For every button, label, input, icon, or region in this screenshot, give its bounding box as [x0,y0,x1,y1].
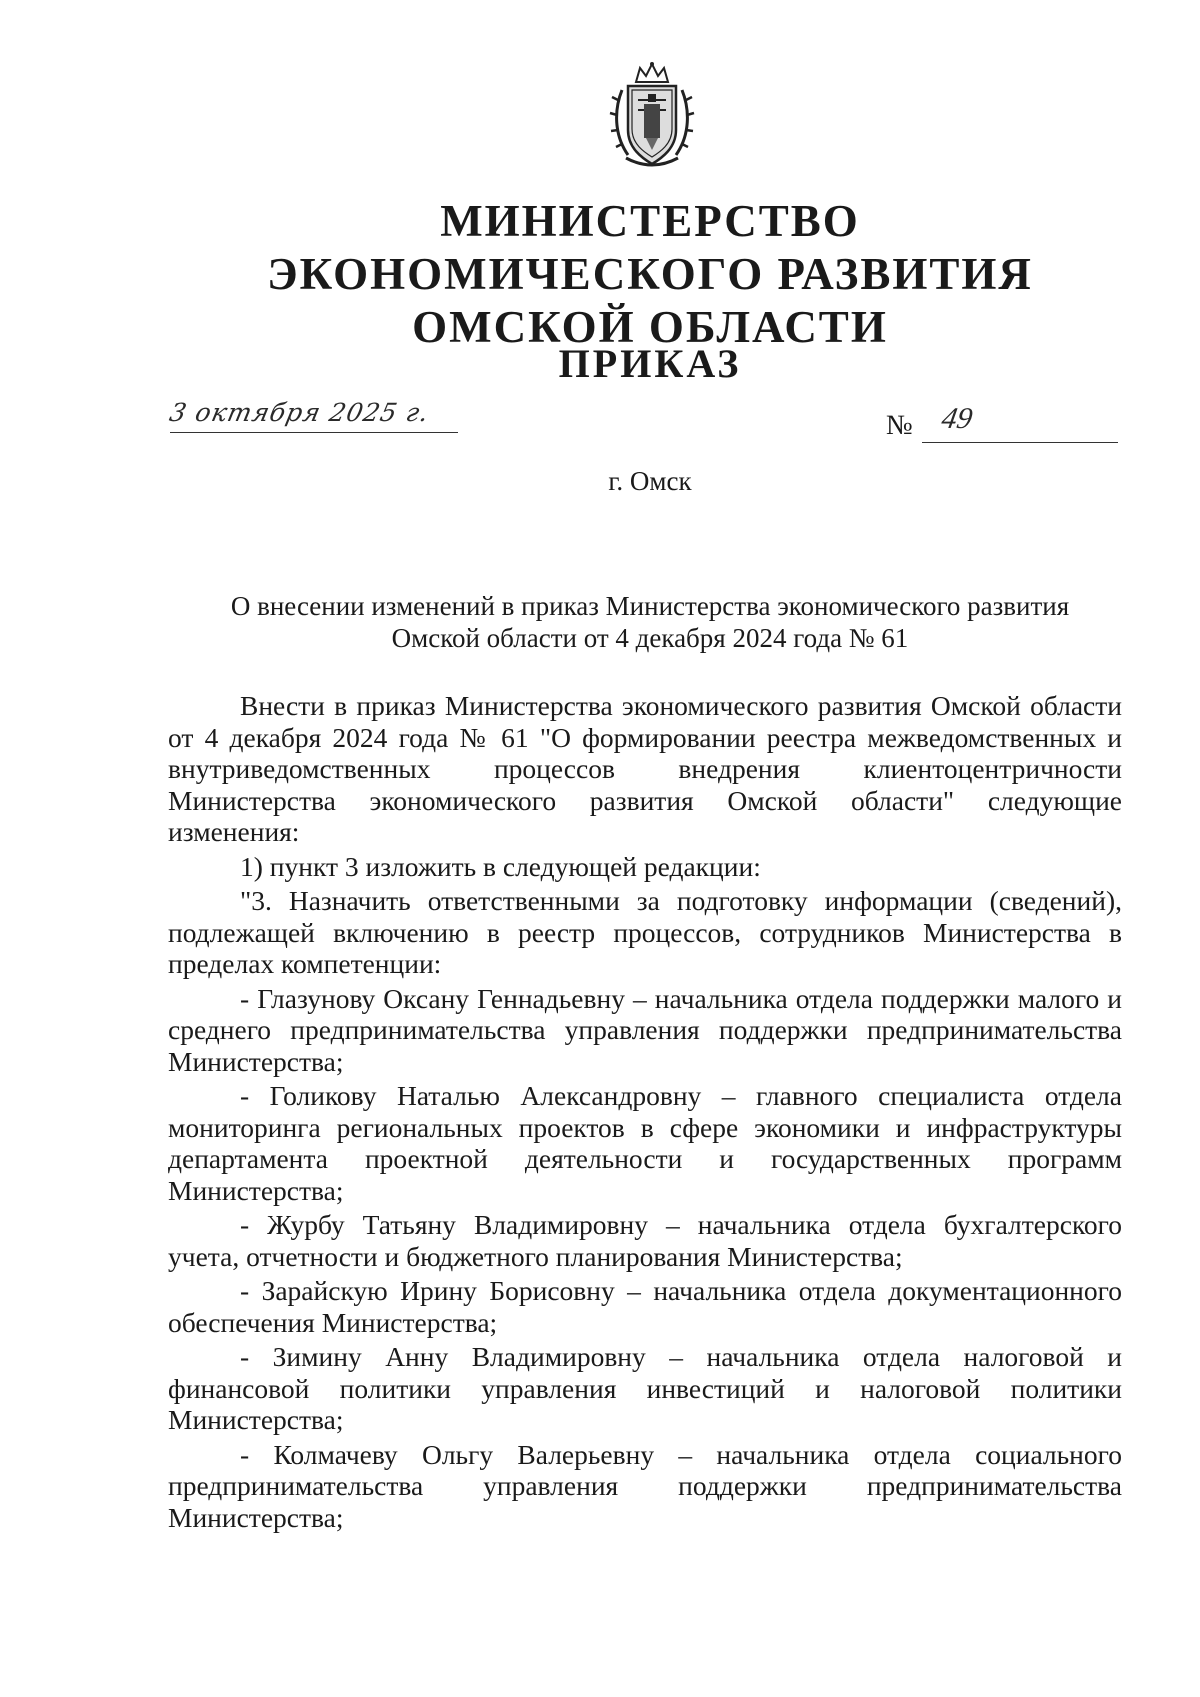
body-paragraph: - Зимину Анну Владимировну – начальника отдела налоговой и финансовой политики управления инвестиций и налоговой политики Министерства; [168,1341,1122,1435]
body-paragraph: Внести в приказ Министерства экономического развития Омской области от 4 декабря 2024 года № 61 "О формировании реестра межведомственных и внутриведомственных процессов внедрения клиентоцентричности Министерства экономического развития Омской области" следующие изменения: [168,690,1122,847]
body-paragraph: - Глазунову Оксану Геннадьевну – начальника отдела поддержки малого и среднего предпринимательства управления поддержки предпринимательства Министерства; [168,982,1122,1077]
ministry-name-line: МИНИСТЕРСТВО [440,196,860,246]
order-subject: О внесении изменений в приказ Министерства экономического развития Омской области от 4 декабря 2024 года № 61 [230,591,1070,653]
date-underline [170,432,458,433]
coat-of-arms-icon [608,60,696,170]
ministry-name-line: ОМСКОЙ ОБЛАСТИ [412,302,888,352]
ministry-name [100,195,1200,354]
number-underline [922,442,1118,443]
body-paragraph: 1) пункт 3 изложить в следующей редакции: [240,850,761,882]
city: г. Омск [608,466,692,496]
body-paragraph: - Журбу Татьяну Владимировну – начальника отдела бухгалтерского учета, отчетности и бюджетного планирования Министерства; [168,1209,1122,1272]
body-paragraph: - Голикову Наталью Александровну – главного специалиста отдела мониторинга региональных проектов в сфере экономики и инфраструктуры департамента проектной деятельности и государственных программ Министерства; [168,1080,1122,1206]
document-type: ПРИКАЗ [558,341,742,386]
order-number-label: № [886,410,913,441]
body-paragraph: - Зарайскую Ирину Борисовну – начальника отдела документационного обеспечения Министерства; [168,1275,1122,1338]
ministry-name-line: ЭКОНОМИЧЕСКОГО РАЗВИТИЯ [267,249,1033,299]
order-body [168,690,1122,1536]
body-paragraph: "3. Назначить ответственными за подготовку информации (сведений), подлежащей включению в реестр процессов, сотрудников Министерства в пределах компетенции: [168,885,1122,979]
order-number: 49 [939,402,975,435]
body-paragraph: - Колмачеву Ольгу Валерьевну – начальника отдела социального предпринимательства управления поддержки предпринимательства Министерства; [168,1438,1122,1533]
order-date: 3 октября 2025 г. [166,398,433,427]
